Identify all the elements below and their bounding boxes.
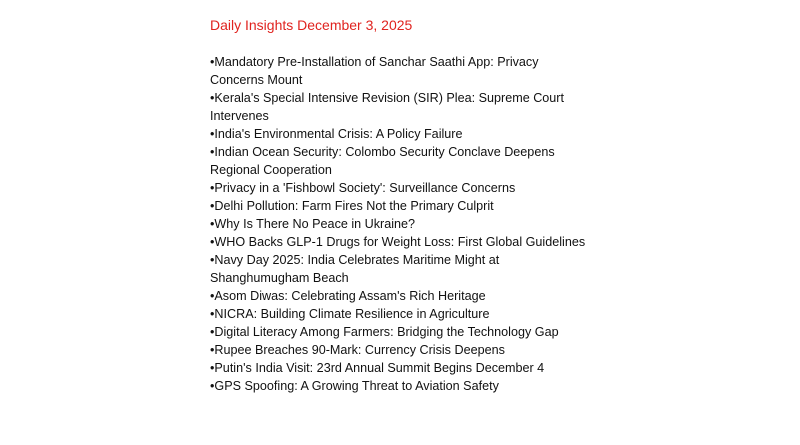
list-item: •WHO Backs GLP-1 Drugs for Weight Loss: First Global Guidelines [210,235,586,249]
list-item: •Kerala's Special Intensive Revision (SIR) Plea: Supreme Court Intervenes [210,91,564,123]
content-area [210,16,790,395]
list-item: •GPS Spoofing: A Growing Threat to Aviation Safety [210,379,499,393]
list-item: •India's Environmental Crisis: A Policy Failure [210,127,463,141]
list-item: •Indian Ocean Security: Colombo Security Conclave Deepens Regional Cooperation [210,145,555,177]
list-item: •Asom Diwas: Celebrating Assam's Rich Heritage [210,289,486,303]
list-item: •Rupee Breaches 90-Mark: Currency Crisis Deepens [210,343,505,357]
list-item: •Delhi Pollution: Farm Fires Not the Primary Culprit [210,199,494,213]
list-item: •Digital Literacy Among Farmers: Bridging the Technology Gap [210,325,559,339]
list-item: •NICRA: Building Climate Resilience in Agriculture [210,307,490,321]
list-item: •Privacy in a 'Fishbowl Society': Surveillance Concerns [210,181,516,195]
list-item: •Mandatory Pre-Installation of Sanchar Saathi App: Privacy Concerns Mount [210,55,539,87]
headline-list [210,53,790,395]
list-item: •Why Is There No Peace in Ukraine? [210,217,416,231]
list-item: •Putin's India Visit: 23rd Annual Summit Begins December 4 [210,361,545,375]
list-item: •Navy Day 2025: India Celebrates Maritime Might at Shanghumugham Beach [210,253,500,285]
page-title: Daily Insights December 3, 2025 [210,17,413,33]
